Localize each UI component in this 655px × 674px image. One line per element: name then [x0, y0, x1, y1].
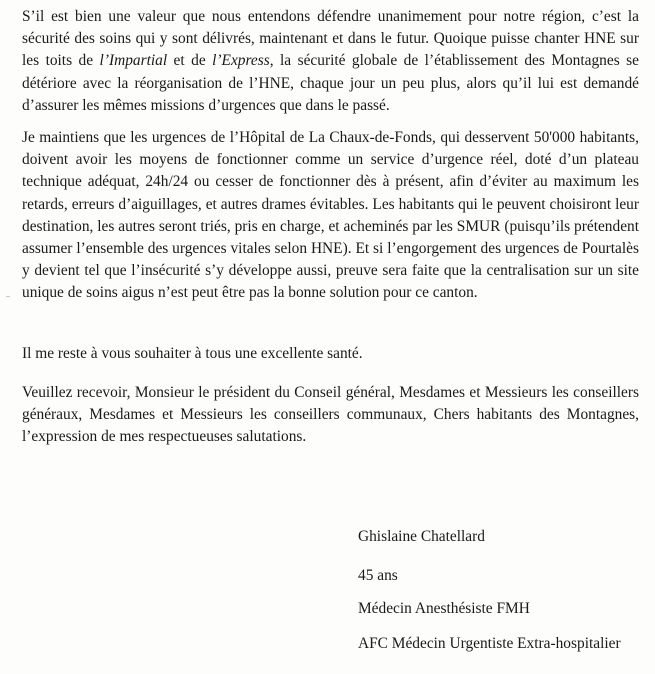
p3-text: Il me reste à vous souhaiter à tous une excellente santé. [22, 345, 363, 362]
paragraph-health-wishes [22, 343, 639, 365]
p2-text: Je maintiens que les urgences de l’Hôpital de La Chaux-de-Fonds, qui desservent 50'000 habitants, doivent avoir les moyens de fonctionner comme un service d’urgence réel, doté d’un plateau technique adéquat, 24h/24 ou cesser de fonctionner dès à présent, afin d’éviter au maximum les retards, erreurs d’aiguillages, et autres drames évitables. Les habitants qui le peuvent choisiront leur destination, les autres seront triés, pris en charge, et acheminés par les SMUR (puisqu’ils prétendent assumer l’ensemble des urgences vitales selon HNE). Et si l’engorgement des urgences de Pourtalès y devient tel que l’insécurité s’y développe aussi, preuve sera faite que la centralisation sur un site unique de soins aigus n’est peut être pas la bonne solution pour ce canton. [22, 129, 639, 302]
signature-age: 45 ans [358, 567, 398, 584]
p1-segment-3: et de [167, 52, 213, 70]
scan-mark [6, 296, 10, 297]
p1-segment-5: , la sécurité globale de l’établissement des Montagnes se détériore avec la réorganisation de l’HNE, chaque jour un peu plus, alors qu’il lui est demandé d’assurer les mêmes missions d’urgences que dans le passé. [22, 52, 639, 114]
paragraph-closing-salutation [22, 382, 639, 449]
p4-text: Veuillez recevoir, Monsieur le président du Conseil général, Mesdames et Messieurs les conseillers généraux, Mesdames et Messieurs les conseillers communaux, Chers habitants des Montagnes, l’expression de mes respectueuses salutations. [22, 384, 639, 446]
signature-title-urgentist: AFC Médecin Urgentiste Extra-hospitalier [358, 635, 621, 652]
signature-name: Ghislaine Chatellard [358, 528, 485, 545]
paragraph-regional-safety [22, 6, 639, 117]
p1-newspaper-express: l’Express [212, 52, 270, 70]
signature-title-anesthesist: Médecin Anesthésiste FMH [358, 600, 530, 617]
paragraph-emergency-services [22, 127, 639, 305]
p1-segment-1: S’il est bien une valeur que nous entendons défendre unanimement pour notre région, c’est la sécurité des soins qui y sont délivrés, maintenant et dans le futur. Quoique puisse chanter HNE sur les toits de [22, 8, 639, 70]
p1-newspaper-impartial: l’Impartial [99, 52, 168, 70]
